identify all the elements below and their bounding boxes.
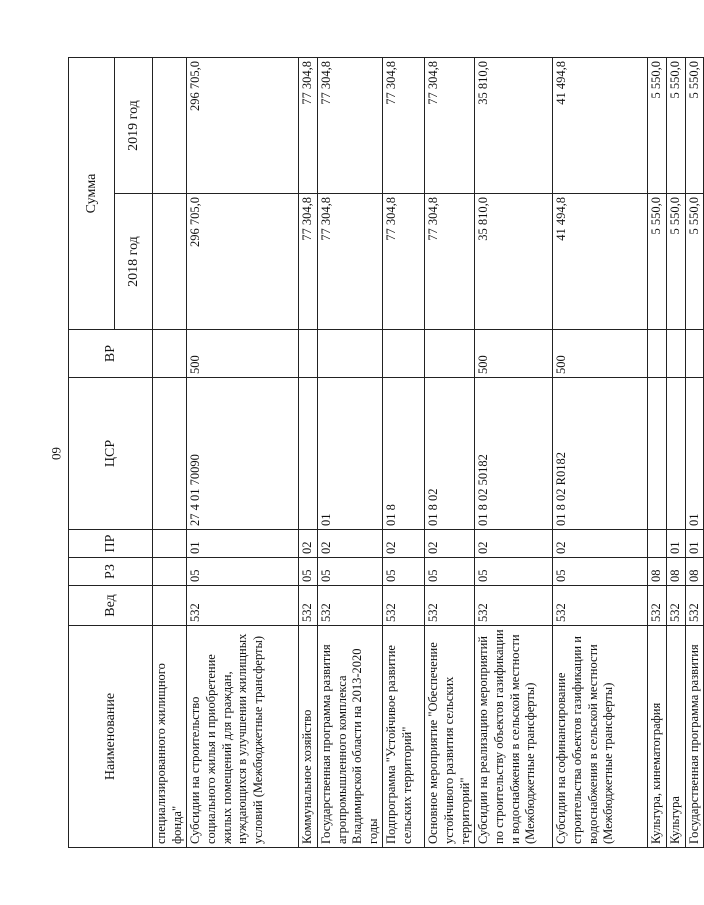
cell-2018: 5 550,0 [685,194,704,330]
budget-table [68,57,704,848]
cell-2019: 41 494,8 [553,58,648,194]
header-year-2018: 2018 год [115,194,153,330]
table-row [299,58,318,848]
cell-rz: 05 [187,558,299,586]
rotated-page-area [68,58,701,848]
table-row [187,58,299,848]
cell-ved [153,586,187,626]
cell-2018: 296 705,0 [187,194,299,330]
cell-csr: 01 8 [383,378,425,530]
cell-pr [153,530,187,558]
cell-name: Субсидии на строительство социального жилья и приобретение жилых помещений для граждан, нуждающихся в улучшении жилищных условий (Межбюджетные трансферты) [187,626,299,848]
cell-2018: 77 304,8 [425,194,475,330]
cell-name: Основное мероприятие "Обеспечение устойчивого развития сельских территорий" [425,626,475,848]
cell-2019: 5 550,0 [685,58,704,194]
cell-name: Коммунальное хозяйство [299,626,318,848]
cell-ved: 532 [685,586,704,626]
cell-rz: 08 [666,558,685,586]
cell-2018: 41 494,8 [553,194,648,330]
cell-2019: 77 304,8 [299,58,318,194]
table-body [153,58,704,848]
cell-ved: 532 [317,586,383,626]
cell-2019 [153,58,187,194]
table-row [553,58,648,848]
cell-name: Государственная программа развития агропромышленного комплекса Владимирской области на 2013-2020 годы [317,626,383,848]
cell-csr: 01 [317,378,383,530]
cell-csr: 01 8 02 50182 [475,378,553,530]
table-row [317,58,383,848]
cell-2019: 77 304,8 [317,58,383,194]
cell-2018: 35 810,0 [475,194,553,330]
cell-2018: 77 304,8 [317,194,383,330]
cell-vr [317,330,383,378]
cell-2019: 5 550,0 [666,58,685,194]
table-row [666,58,685,848]
table-row [685,58,704,848]
cell-ved: 532 [553,586,648,626]
cell-2019: 77 304,8 [383,58,425,194]
cell-name: Культура [666,626,685,848]
header-year-2019: 2019 год [115,58,153,194]
header-rz: РЗ [69,558,153,586]
table-row [153,58,187,848]
cell-rz: 08 [685,558,704,586]
cell-2018: 5 550,0 [648,194,667,330]
cell-pr: 02 [553,530,648,558]
header-vr: ВР [69,330,153,378]
cell-rz: 05 [425,558,475,586]
cell-pr: 02 [317,530,383,558]
table-row [475,58,553,848]
cell-pr [648,530,667,558]
cell-name: Субсидии на реализацию мероприятий по строительству объектов газификации и водоснабжения в сельской местности (Межбюджетные трансферты) [475,626,553,848]
header-csr: ЦСР [69,378,153,530]
table-header [69,58,153,848]
cell-2019: 296 705,0 [187,58,299,194]
cell-rz: 05 [475,558,553,586]
cell-pr: 01 [685,530,704,558]
table-row [648,58,667,848]
cell-csr [153,378,187,530]
cell-pr: 02 [425,530,475,558]
cell-2019: 77 304,8 [425,58,475,194]
cell-ved: 532 [425,586,475,626]
cell-rz [153,558,187,586]
cell-csr [648,378,667,530]
cell-rz: 08 [648,558,667,586]
cell-csr: 01 8 02 R0182 [553,378,648,530]
cell-2018: 77 304,8 [383,194,425,330]
cell-vr [383,330,425,378]
cell-rz: 05 [317,558,383,586]
cell-2018: 77 304,8 [299,194,318,330]
table-row [425,58,475,848]
cell-name: Культура, кинематография [648,626,667,848]
cell-vr [425,330,475,378]
cell-2019: 5 550,0 [648,58,667,194]
cell-ved: 532 [475,586,553,626]
cell-ved: 532 [666,586,685,626]
cell-vr: 500 [475,330,553,378]
cell-rz: 05 [299,558,318,586]
table-container [68,58,701,848]
cell-vr [648,330,667,378]
cell-vr: 500 [553,330,648,378]
cell-rz: 05 [383,558,425,586]
cell-vr [685,330,704,378]
header-ved: Вед [69,586,153,626]
cell-pr: 02 [475,530,553,558]
cell-vr [666,330,685,378]
cell-ved: 532 [187,586,299,626]
cell-csr: 01 8 02 [425,378,475,530]
cell-pr: 01 [666,530,685,558]
cell-pr: 01 [187,530,299,558]
cell-csr [666,378,685,530]
cell-2019: 35 810,0 [475,58,553,194]
cell-name: Подпрограмма "Устойчивое развитие сельских территорий" [383,626,425,848]
cell-2018: 5 550,0 [666,194,685,330]
cell-ved: 532 [648,586,667,626]
cell-ved: 532 [383,586,425,626]
cell-vr: 500 [187,330,299,378]
cell-csr: 27 4 01 70090 [187,378,299,530]
cell-2018 [153,194,187,330]
cell-vr [299,330,318,378]
cell-pr: 02 [383,530,425,558]
page-number: 60 [49,446,64,460]
cell-name: Государственная программа развития [685,626,704,848]
cell-csr: 01 [685,378,704,530]
header-pr: ПР [69,530,153,558]
cell-csr [299,378,318,530]
cell-rz: 05 [553,558,648,586]
cell-name: Субсидии на софинансирование строительства объектов газификации и водоснабжения в сельской местности (Межбюджетные трансферты) [553,626,648,848]
cell-vr [153,330,187,378]
table-row [383,58,425,848]
header-name: Наименование [69,626,153,848]
cell-name: специализированного жилищного фонда" [153,626,187,848]
header-sum: Сумма [69,58,115,330]
cell-pr: 02 [299,530,318,558]
cell-ved: 532 [299,586,318,626]
